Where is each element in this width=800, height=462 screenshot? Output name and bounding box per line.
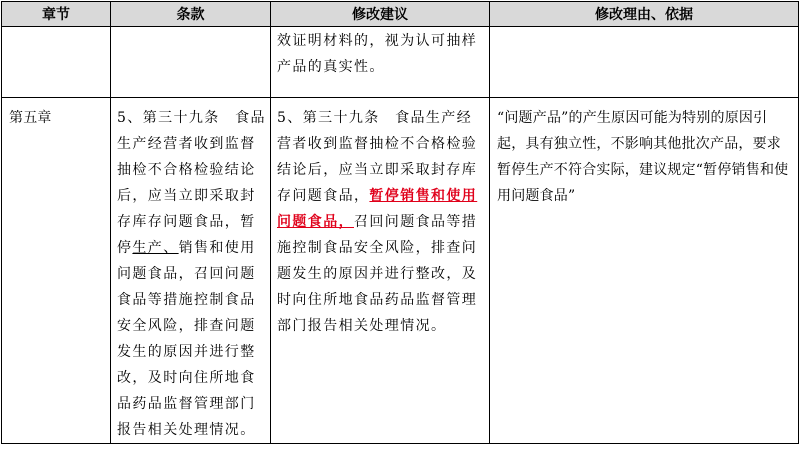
suggestion-text-continued: 效证明材料的，视为认可抽样产品的真实性。 bbox=[277, 33, 478, 75]
clause-cell-empty bbox=[111, 27, 271, 98]
header-row bbox=[2, 2, 799, 27]
suggestion-cell bbox=[271, 98, 490, 444]
header-suggestion: 修改建议 bbox=[271, 2, 490, 27]
header-clause: 条款 bbox=[111, 2, 271, 27]
reason-cell-empty bbox=[490, 27, 799, 98]
suggestion-cell-continued bbox=[271, 27, 490, 98]
suggestion-text bbox=[271, 98, 489, 339]
clause-text bbox=[111, 98, 270, 443]
chapter-cell bbox=[2, 98, 111, 444]
chapter-text: 第五章 bbox=[9, 110, 52, 126]
clause-text-part1: 5、第三十九条 食品生产经营者收到监督抽检不合格检验结论后，应当立即采取封存库存问题食品，暂停 bbox=[117, 110, 266, 256]
document-table bbox=[1, 1, 799, 444]
clause-text-part2: 销售和使用问题食品，召回问题食品等措施控制食品安全风险，排查问题发生的原因并进行整改，及时向住所地食品药品监督管理部门报告相关处理情况。 bbox=[117, 240, 256, 438]
suggestion-text-part1: 5、第三十九条 食品生产经营者收到监督抽检不合格检验结论后，应当立即采取封存库存问题食品， bbox=[277, 110, 478, 204]
table-row-continued bbox=[2, 27, 799, 98]
suggestion-text-part2: 召回问题食品等措施控制食品安全风险，排查问题发生的原因并进行整改，及时向住所地食品药品监督管理部门报告相关处理情况。 bbox=[277, 214, 478, 334]
clause-cell bbox=[111, 98, 271, 444]
reason-cell bbox=[490, 98, 799, 444]
header-reason: 修改理由、依据 bbox=[490, 2, 799, 27]
header-chapter: 章节 bbox=[2, 2, 111, 27]
clause-underlined-text: 生产、 bbox=[132, 240, 179, 256]
table-row-chapter5 bbox=[2, 98, 799, 444]
suggestion-highlighted-text: 暂停销售和使用问题食品， bbox=[277, 188, 478, 230]
reason-text: “问题产品”的产生原因可能为特别的原因引起，具有独立性，不影响其他批次产品，要求暂停生产不符合实际，建议规定“暂停销售和使用问题食品” bbox=[497, 110, 789, 204]
chapter-cell-empty bbox=[2, 27, 111, 98]
